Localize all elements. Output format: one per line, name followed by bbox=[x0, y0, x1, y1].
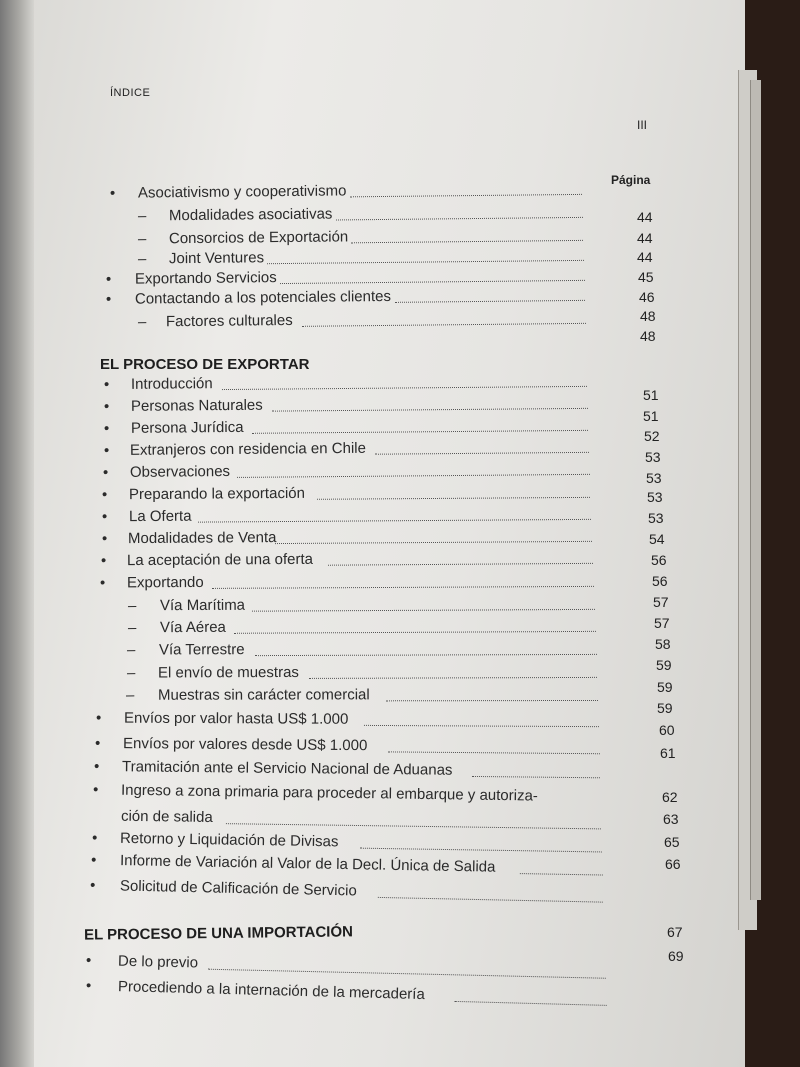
toc-entry-title: Envíos por valores desde US$ 1.000 bbox=[122, 735, 368, 755]
dot-leader bbox=[375, 452, 589, 455]
dot-leader bbox=[222, 386, 587, 390]
dot-leader bbox=[395, 300, 585, 303]
dot-leader bbox=[386, 700, 598, 701]
toc-entry-title: ción de salida bbox=[120, 807, 213, 826]
bullet-icon: • bbox=[103, 398, 110, 416]
toc-page-number: 59 bbox=[656, 657, 672, 673]
toc-page-number: 45 bbox=[638, 269, 654, 285]
toc-page-number: 53 bbox=[645, 449, 661, 465]
dot-leader bbox=[520, 873, 603, 875]
toc-page-number: 61 bbox=[660, 745, 676, 761]
toc-page-number: 54 bbox=[649, 531, 665, 547]
toc-entry-title: Factores culturales bbox=[165, 311, 293, 331]
bullet-icon: • bbox=[105, 270, 112, 288]
bullet-icon: • bbox=[94, 734, 101, 752]
toc-page-number: 56 bbox=[652, 573, 668, 589]
dash-icon: – bbox=[137, 207, 147, 225]
bullet-icon: • bbox=[92, 781, 99, 799]
toc-entry-title: Ingreso a zona primaria para proceder al embarque y autoriza- bbox=[120, 781, 538, 805]
bullet-icon: • bbox=[85, 977, 92, 995]
dot-leader bbox=[472, 776, 600, 778]
dot-leader bbox=[351, 240, 583, 243]
bullet-icon: • bbox=[95, 709, 102, 727]
dot-leader bbox=[350, 194, 582, 197]
toc-entry-title: Joint Ventures bbox=[168, 249, 265, 268]
dash-icon: – bbox=[127, 597, 137, 615]
toc-page-number: 44 bbox=[637, 209, 653, 225]
dot-leader bbox=[252, 609, 595, 612]
dot-leader bbox=[252, 430, 588, 434]
dash-icon: – bbox=[126, 664, 136, 682]
dot-leader bbox=[208, 969, 606, 979]
bullet-icon: • bbox=[89, 876, 96, 894]
bullet-icon: • bbox=[99, 574, 106, 592]
toc-entry-title: Modalidades asociativas bbox=[168, 205, 333, 225]
dash-icon: – bbox=[125, 686, 135, 704]
toc-page-number: 53 bbox=[646, 470, 662, 486]
dot-leader bbox=[328, 563, 593, 566]
toc-page-number: 46 bbox=[639, 289, 655, 305]
dot-leader bbox=[309, 677, 597, 679]
toc-page-number: 57 bbox=[653, 594, 669, 610]
bullet-icon: • bbox=[101, 530, 108, 548]
toc-page-number: 51 bbox=[643, 387, 659, 403]
dash-icon: – bbox=[126, 641, 136, 659]
toc-entry-title: Procediendo a la internación de la mercadería bbox=[117, 978, 426, 1004]
bullet-icon: • bbox=[105, 290, 112, 308]
toc-entry bbox=[0, 549, 600, 575]
bullet-icon: • bbox=[100, 552, 107, 570]
toc-page-number: 65 bbox=[664, 834, 680, 850]
dot-leader bbox=[280, 280, 585, 284]
running-header: ÍNDICE bbox=[110, 87, 151, 99]
dot-leader bbox=[237, 474, 590, 478]
bullet-icon: • bbox=[101, 508, 108, 526]
toc-page-number: 59 bbox=[657, 700, 673, 716]
toc-entry-title: Vía Marítima bbox=[159, 596, 246, 615]
toc-entry-title: De lo previo bbox=[117, 952, 199, 972]
toc-page-number: 44 bbox=[637, 249, 653, 265]
dot-leader bbox=[234, 631, 596, 634]
toc-page-number: 52 bbox=[644, 428, 660, 444]
toc-page-number: 57 bbox=[654, 615, 670, 631]
dot-leader bbox=[226, 823, 601, 829]
dot-leader bbox=[198, 519, 591, 523]
dot-leader bbox=[455, 1001, 607, 1006]
toc-page-number: 56 bbox=[651, 552, 667, 568]
toc-entry-title: Exportando bbox=[126, 573, 204, 592]
dot-leader bbox=[336, 217, 583, 221]
section-heading-export: EL PROCESO DE EXPORTAR bbox=[100, 356, 310, 373]
bullet-icon: • bbox=[101, 486, 108, 504]
toc-entry-title: Contactando a los potenciales clientes bbox=[134, 287, 392, 308]
toc-page-number: 69 bbox=[668, 948, 684, 964]
dot-leader bbox=[267, 260, 584, 264]
toc-entry-title: Asociativismo y cooperativismo bbox=[137, 182, 347, 202]
toc-entry-title: Envíos por valor hasta US$ 1.000 bbox=[123, 709, 349, 728]
toc-entry bbox=[0, 686, 600, 709]
toc-page-number: 48 bbox=[640, 308, 656, 324]
bullet-icon: • bbox=[90, 851, 97, 869]
toc-entry-title: La aceptación de una oferta bbox=[126, 550, 314, 570]
bullet-icon: • bbox=[103, 442, 110, 460]
bullet-icon: • bbox=[85, 951, 92, 970]
dash-icon: – bbox=[137, 250, 147, 268]
toc-entry-title: Vía Terrestre bbox=[158, 641, 245, 659]
dash-icon: – bbox=[127, 619, 137, 637]
toc-entry-title: Retorno y Liquidación de Divisas bbox=[119, 829, 339, 851]
toc-page-number: 59 bbox=[657, 679, 673, 695]
bullet-icon: • bbox=[103, 420, 110, 438]
toc-entry-title: Solicitud de Calificación de Servicio bbox=[119, 877, 357, 900]
toc-page-number: 62 bbox=[662, 789, 678, 805]
bullet-icon: • bbox=[109, 184, 116, 202]
toc-entry-title: Informe de Variación al Valor de la Decl. Única de Salida bbox=[119, 852, 496, 876]
dash-icon: – bbox=[137, 313, 147, 331]
toc-page-number: 44 bbox=[637, 230, 653, 246]
dot-leader bbox=[275, 541, 592, 544]
toc-entry-title: Preparando la exportación bbox=[128, 484, 305, 504]
toc-page-number: 53 bbox=[648, 510, 664, 526]
toc-entry-title: Muestras sin carácter comercial bbox=[157, 686, 370, 704]
page-column-label: Página bbox=[611, 173, 651, 187]
dot-leader bbox=[255, 654, 597, 656]
toc-page-number: 53 bbox=[647, 489, 663, 505]
toc-entry bbox=[0, 572, 600, 597]
bullet-icon: • bbox=[103, 376, 110, 394]
toc-page-number: 51 bbox=[643, 408, 659, 424]
toc-entry-title: Modalidades de Venta bbox=[127, 529, 277, 548]
dot-leader bbox=[302, 323, 586, 327]
toc-entry-title: Vía Aérea bbox=[159, 618, 226, 637]
toc-entry-title: Consorcios de Exportación bbox=[168, 228, 349, 248]
toc-page-number: 58 bbox=[655, 636, 671, 652]
toc-entry bbox=[0, 640, 600, 664]
dot-leader bbox=[378, 897, 603, 903]
toc-entry bbox=[0, 709, 600, 734]
toc-entry-title: Observaciones bbox=[129, 462, 231, 481]
toc-page-number: 66 bbox=[665, 856, 681, 872]
toc-entry-title: Personas Naturales bbox=[130, 396, 263, 415]
toc-page-number: 60 bbox=[659, 722, 675, 738]
dot-leader bbox=[272, 408, 588, 412]
toc-entry bbox=[0, 663, 600, 687]
dash-icon: – bbox=[137, 230, 147, 248]
dot-leader bbox=[212, 586, 594, 589]
dot-leader bbox=[360, 848, 602, 853]
toc-entry-title: Introducción bbox=[130, 375, 213, 393]
dot-leader bbox=[317, 497, 590, 500]
dot-leader bbox=[388, 751, 600, 754]
roman-page-number: III bbox=[637, 118, 648, 132]
page-edge bbox=[750, 80, 761, 900]
toc-page-number: 48 bbox=[640, 328, 656, 344]
toc-entry-title: Tramitación ante el Servicio Nacional de Aduanas bbox=[121, 758, 453, 779]
toc-entry-title: El envío de muestras bbox=[157, 663, 299, 682]
toc-entry bbox=[0, 595, 600, 620]
bullet-icon: • bbox=[102, 464, 109, 482]
toc-page-number: 67 bbox=[667, 924, 683, 940]
toc-entry-title: Extranjeros con residencia en Chile bbox=[129, 439, 367, 459]
toc-entry-title: Persona Jurídica bbox=[130, 418, 244, 437]
dot-leader bbox=[364, 725, 599, 727]
toc-page-number: 63 bbox=[663, 811, 679, 827]
toc-entry bbox=[0, 617, 600, 642]
bullet-icon: • bbox=[91, 829, 98, 847]
section-heading-import: EL PROCESO DE UNA IMPORTACIÓN bbox=[83, 923, 354, 944]
toc-entry bbox=[0, 780, 600, 810]
bullet-icon: • bbox=[93, 757, 100, 776]
toc-entry-title: Exportando Servicios bbox=[134, 269, 277, 288]
toc-entry-title: La Oferta bbox=[128, 507, 192, 526]
